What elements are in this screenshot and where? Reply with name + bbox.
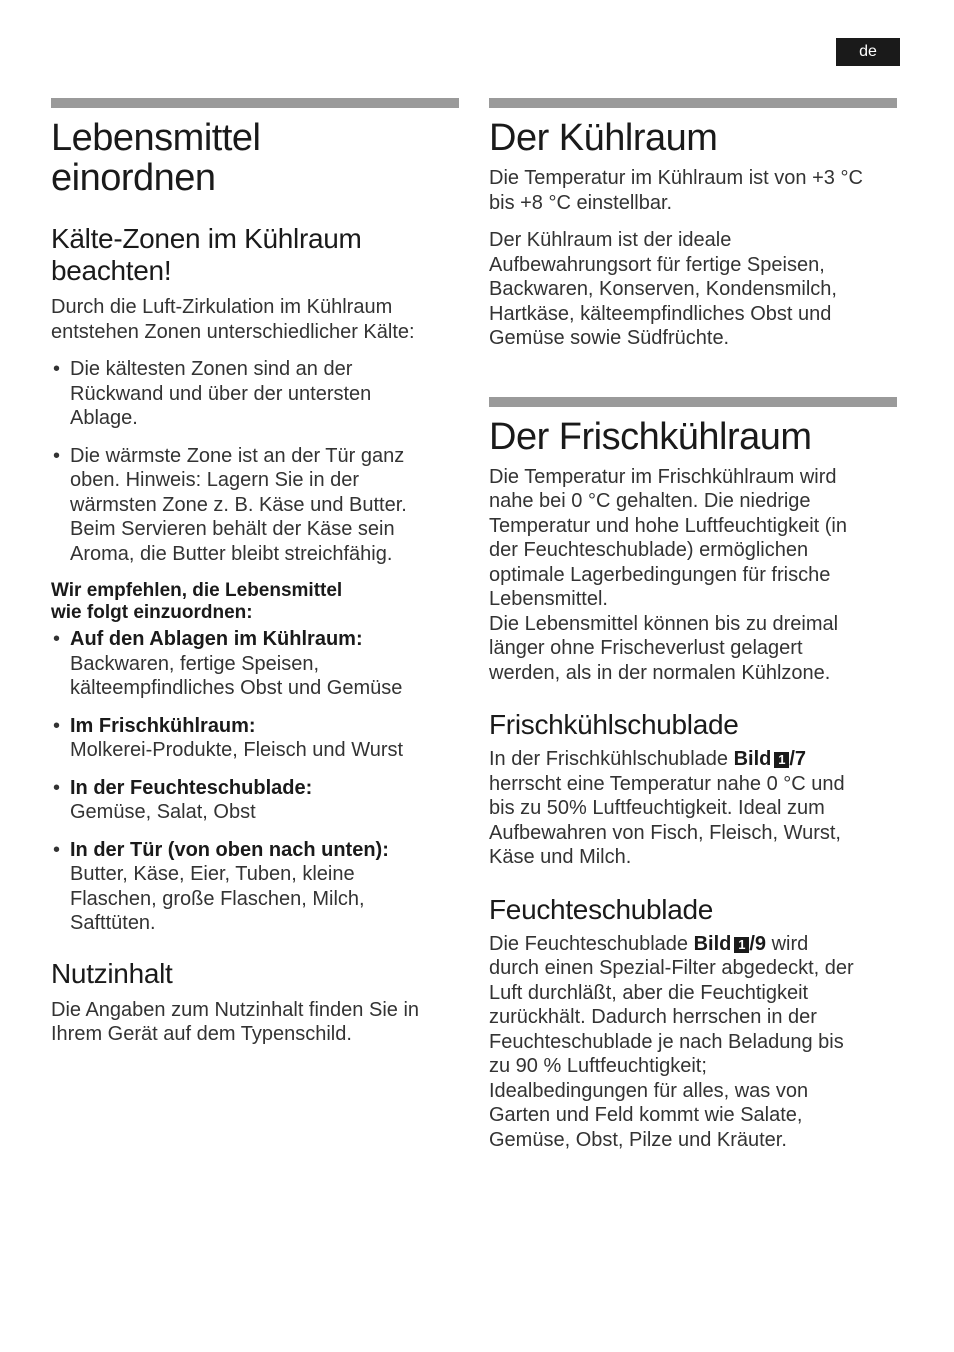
text-line: bis zu 50% Luftfeuchtigkeit. Ideal zum	[489, 797, 825, 819]
recommend-list	[51, 627, 459, 936]
text-line: Aroma, die Butter bleibt streichfähig.	[70, 542, 393, 565]
text-line: wird	[766, 932, 809, 955]
figure-number-icon: 1	[734, 937, 749, 953]
text-line: Aufbewahrungsort für fertige Speisen,	[489, 253, 825, 276]
text-line: Butter, Käse, Eier, Tuben, kleine	[70, 863, 355, 885]
text-line: Gemüse, Obst, Pilze und Kräuter.	[489, 1128, 787, 1151]
zones-list	[51, 357, 459, 566]
heading-line: beachten!	[51, 255, 172, 286]
text-line: Temperatur und hohe Luftfeuchtigkeit (in	[489, 514, 847, 537]
text-line: optimale Lagerbedingungen für frische	[489, 563, 831, 586]
text-line: Lebensmittel.	[489, 588, 608, 610]
text-line: Beim Servieren behält der Käse sein	[70, 518, 395, 540]
text-line: durch einen Spezial-Filter abgedeckt, der	[489, 957, 854, 979]
text-line: werden, als in der normalen Kühlzone.	[489, 661, 831, 684]
text-line: Die Feuchteschublade	[489, 932, 694, 955]
section-divider-bar	[51, 98, 459, 108]
frischkuehlraum-text	[489, 465, 897, 686]
text-line: Die wärmste Zone ist an der Tür ganz	[70, 444, 405, 467]
figure-suffix: /9	[749, 932, 767, 955]
text-line: Hartkäse, kälteempfindliches Obst und	[489, 302, 832, 325]
kuehlraum-storage	[489, 228, 897, 351]
text-line: Die Temperatur im Frischkühlraum wird	[489, 465, 837, 488]
text-line: Aufbewahren von Fisch, Fleisch, Wurst,	[489, 821, 841, 844]
text-line: oben. Hinweis: Lagern Sie in der	[70, 469, 360, 491]
language-badge: de	[836, 38, 900, 66]
list-item	[51, 357, 459, 431]
section-title-kuehlraum: Der Kühlraum	[489, 117, 718, 159]
text-line: herrscht eine Temperatur nahe 0 °C und	[489, 772, 845, 795]
text-line: Die Temperatur im Kühlraum ist von +3 °C	[489, 167, 863, 189]
text-line: Safttüten.	[70, 912, 156, 934]
text-line: Luft durchläßt, aber die Feuchtigkeit	[489, 981, 809, 1004]
text-line: der Feuchteschublade) ermöglichen	[489, 539, 809, 561]
feuchteschublade-text	[489, 932, 897, 1153]
text-line: Feuchteschublade je nach Beladung bis	[489, 1030, 844, 1053]
text-line: zurückhält. Dadurch herrschen in der	[489, 1006, 817, 1028]
text-line: wie folgt einzuordnen:	[51, 602, 253, 623]
left-column	[51, 98, 459, 1047]
text-line: Die Angaben zum Nutzinhalt finden Sie in	[51, 998, 420, 1021]
heading-feuchteschublade: Feuchteschublade	[489, 893, 714, 925]
list-item	[51, 838, 459, 936]
text-line: Ihrem Gerät auf dem Typenschild.	[51, 1023, 352, 1045]
text-line: länger ohne Frischeverlust gelagert	[489, 637, 803, 659]
list-item	[51, 627, 459, 701]
item-label: Im Frischkühlraum:	[70, 714, 256, 737]
title-line: einordnen	[51, 157, 216, 199]
item-label: Auf den Ablagen im Kühlraum:	[70, 628, 363, 650]
section-title-frischkuehlraum: Der Frischkühlraum	[489, 415, 812, 458]
text-line: Durch die Luft-Zirkulation im Kühlraum	[51, 296, 393, 318]
text-line: Käse und Milch.	[489, 846, 632, 868]
text-line: In der Frischkühlschublade	[489, 748, 734, 770]
figure-reference: Bild	[733, 748, 772, 770]
text-line: Gemüse, Salat, Obst	[70, 801, 256, 823]
text-line: kälteempfindliches Obst und Gemüse	[70, 677, 403, 699]
text-line: Wir empfehlen, die Lebensmittel	[51, 580, 343, 601]
item-label: In der Tür (von oben nach unten):	[70, 838, 389, 861]
figure-suffix: /7	[789, 748, 807, 770]
text-line: Der Kühlraum ist der ideale	[489, 229, 732, 251]
text-line: wärmsten Zone z. B. Käse und Butter.	[70, 493, 407, 516]
text-line: Gemüse sowie Südfrüchte.	[489, 327, 730, 349]
recommend-intro	[51, 580, 459, 624]
list-item	[51, 714, 459, 763]
text-line: nahe bei 0 °C gehalten. Die niedrige	[489, 490, 811, 512]
text-line: Die Lebensmittel können bis zu dreimal	[489, 612, 839, 635]
frischkuehlschublade-text	[489, 747, 897, 870]
text-line: Backwaren, Konserven, Kondensmilch,	[489, 278, 837, 300]
heading-nutzinhalt: Nutzinhalt	[51, 957, 173, 989]
text-line: Idealbedingungen für alles, was von	[489, 1079, 809, 1102]
section-divider-bar	[489, 397, 897, 407]
text-line: Rückwand und über der untersten	[70, 382, 372, 405]
text-line: bis +8 °C einstellbar.	[489, 191, 673, 214]
title-line: Lebensmittel	[51, 117, 261, 159]
section-title-lebensmittel	[51, 118, 459, 198]
right-column	[489, 98, 897, 1152]
heading-line: Kälte-Zonen im Kühlraum	[51, 223, 362, 254]
figure-number-icon: 1	[774, 752, 789, 768]
text-line: Ablage.	[70, 407, 138, 429]
list-item	[51, 776, 459, 825]
heading-frischkuehlschublade: Frischkühlschublade	[489, 709, 739, 740]
zones-intro	[51, 295, 459, 344]
text-line: entstehen Zonen unterschiedlicher Kälte:	[51, 320, 415, 343]
text-line: Die kältesten Zonen sind an der	[70, 358, 353, 380]
heading-kaelte-zonen	[51, 223, 459, 287]
kuehlraum-temperature	[489, 166, 897, 215]
text-line: Garten und Feld kommt wie Salate,	[489, 1104, 803, 1126]
text-line: zu 90 % Luftfeuchtigkeit;	[489, 1055, 707, 1077]
text-line: Molkerei-Produkte, Fleisch und Wurst	[70, 739, 404, 761]
figure-reference: Bild	[693, 932, 732, 955]
list-item	[51, 444, 459, 567]
text-line: Backwaren, fertige Speisen,	[70, 652, 320, 675]
text-line: Flaschen, große Flaschen, Milch,	[70, 887, 365, 910]
capacity-text	[51, 998, 459, 1047]
section-divider-bar	[489, 98, 897, 108]
item-label: In der Feuchteschublade:	[70, 776, 313, 799]
